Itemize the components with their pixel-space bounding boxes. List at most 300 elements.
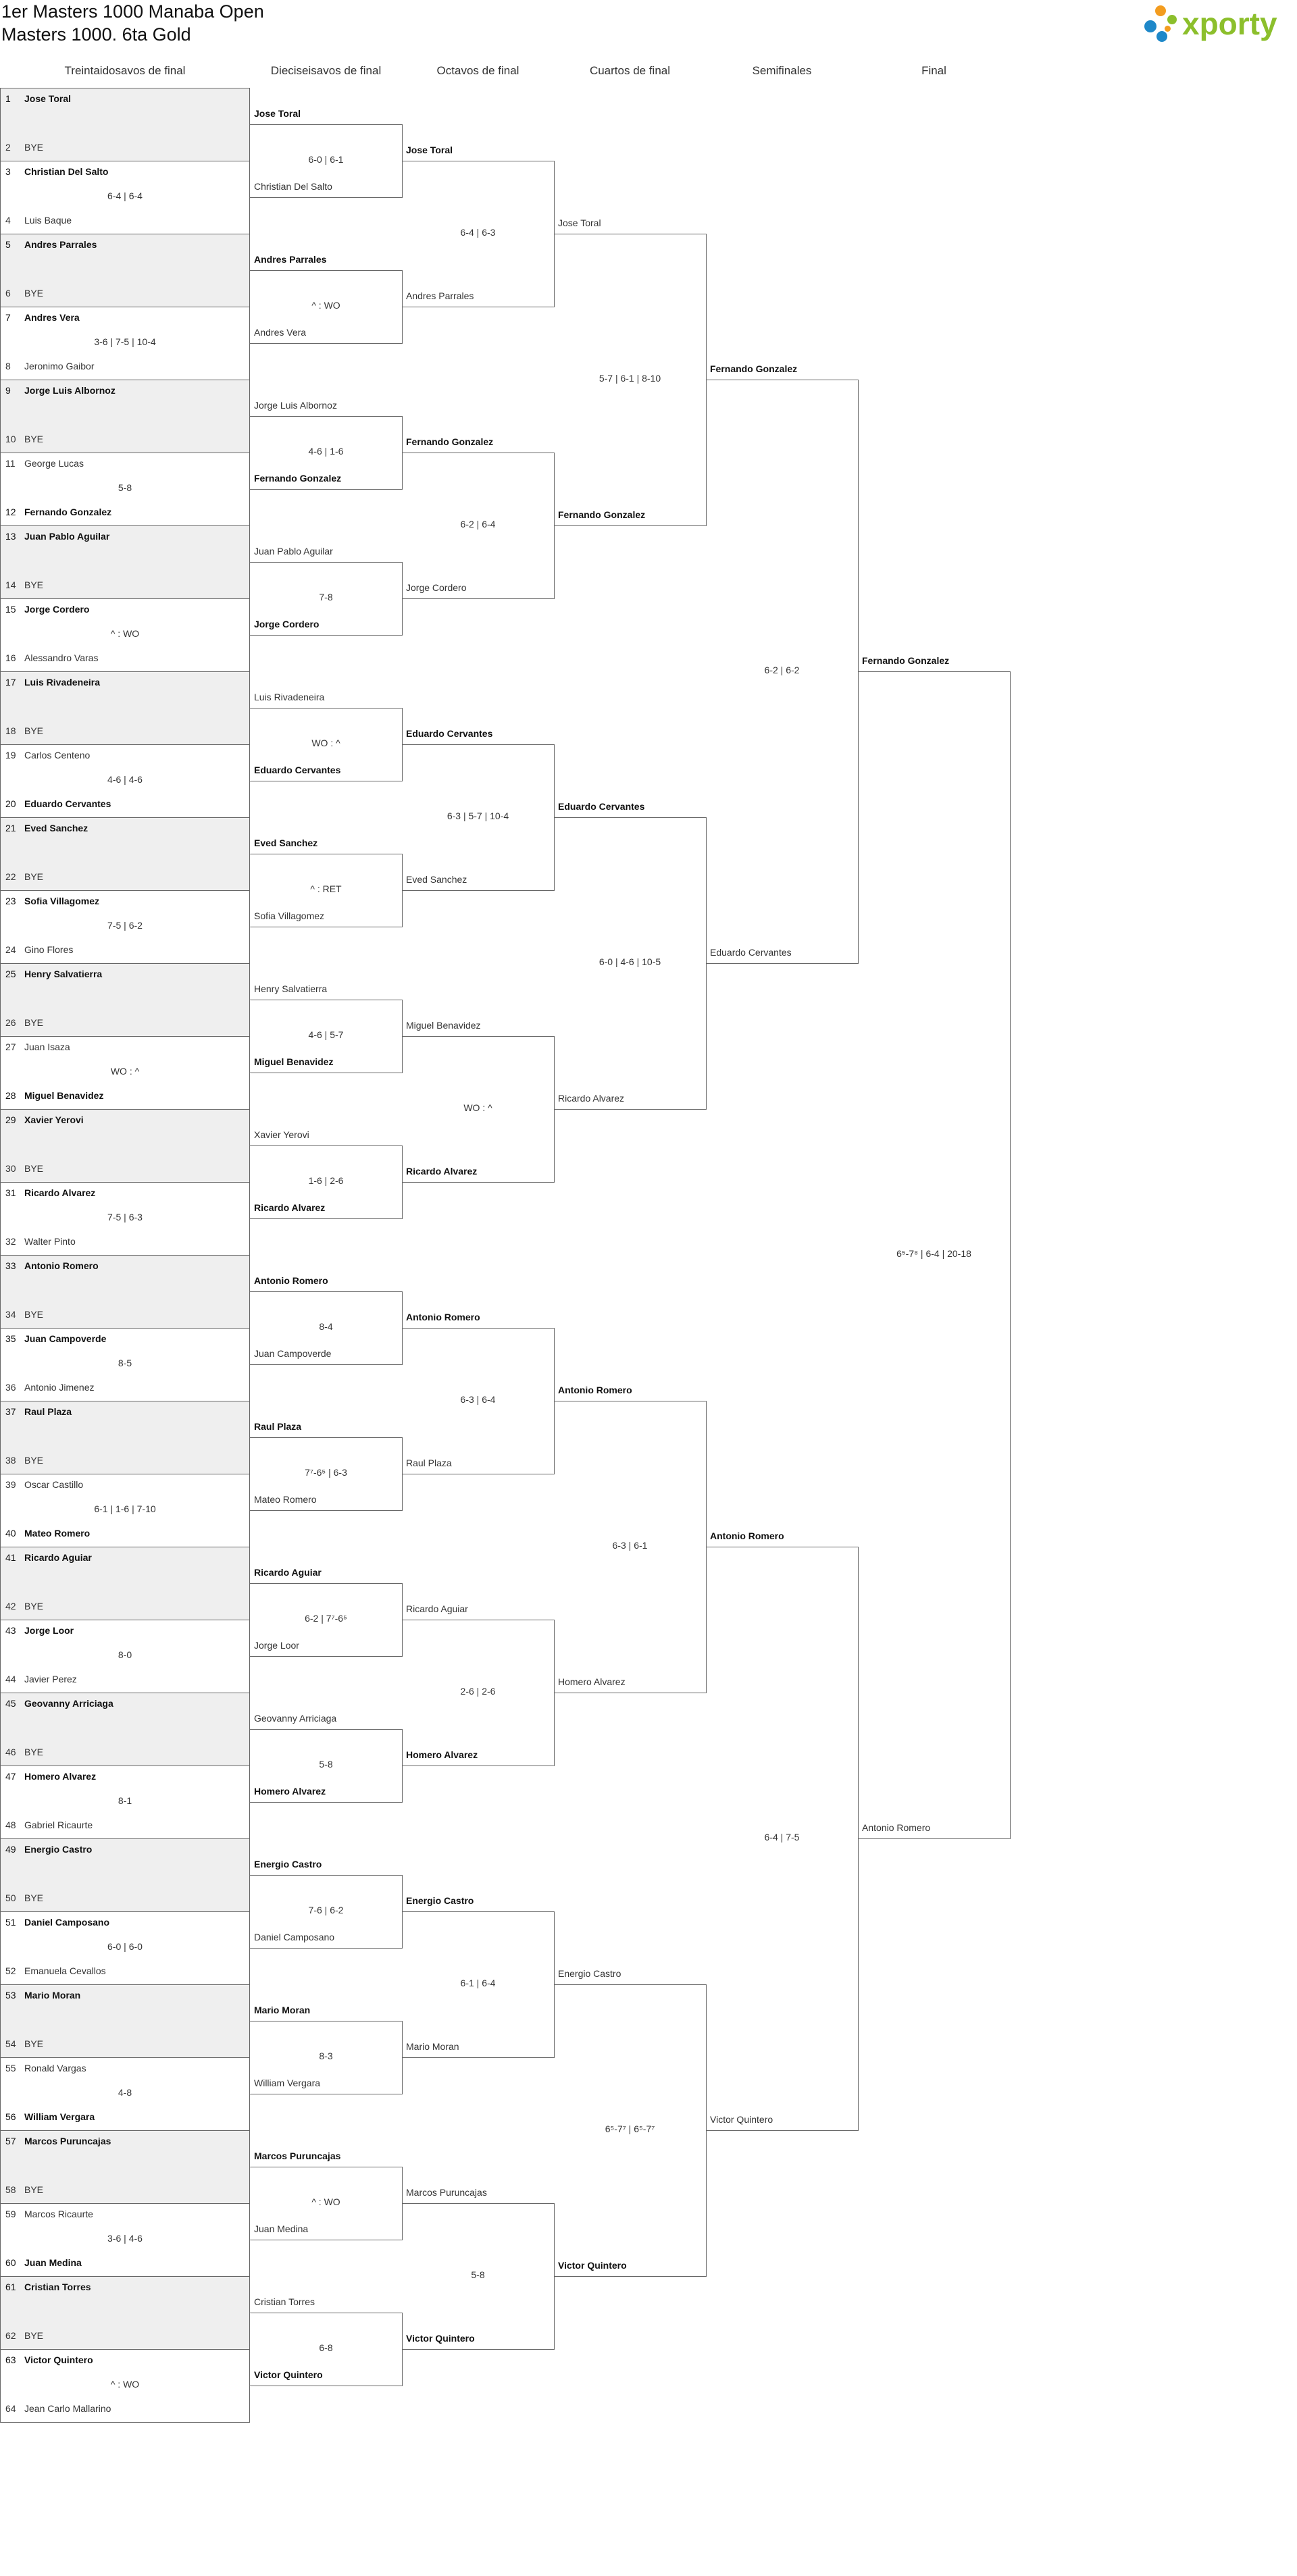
- match-score: 5-8: [471, 2269, 485, 2280]
- seed-number: 8: [5, 361, 11, 371]
- seed-number: 42: [5, 1601, 16, 1612]
- player-entry[interactable]: [5, 1844, 92, 1855]
- player-entry[interactable]: [5, 1090, 103, 1101]
- player-name: Fernando Gonzalez: [24, 507, 112, 517]
- match-score: 6-4 | 6-4: [107, 190, 143, 201]
- seed-number: 35: [5, 1333, 16, 1344]
- player-name[interactable]: Energio Castro: [406, 1895, 474, 1906]
- player-entry[interactable]: [5, 1260, 99, 1271]
- player-name: BYE: [24, 434, 44, 444]
- logo-text: xporty: [1182, 6, 1277, 41]
- seed-number: 40: [5, 1528, 16, 1539]
- player-entry[interactable]: [5, 725, 43, 736]
- player-name[interactable]: Marcos Puruncajas: [406, 2187, 487, 2198]
- player-name[interactable]: Victor Quintero: [558, 2260, 627, 2271]
- player-name: Gino Flores: [24, 944, 74, 955]
- player-entry[interactable]: [5, 458, 84, 469]
- match-score: ^ : WO: [311, 300, 340, 311]
- seed-number: 32: [5, 1236, 16, 1247]
- player-name[interactable]: Victor Quintero: [254, 2369, 323, 2380]
- player-name: Marcos Puruncajas: [24, 2136, 111, 2146]
- seed-number: 17: [5, 677, 16, 688]
- player-name: Gabriel Ricaurte: [24, 1820, 93, 1830]
- player-name[interactable]: Antonio Romero: [710, 1530, 784, 1541]
- player-name[interactable]: Ricardo Alvarez: [254, 1202, 326, 1213]
- player-entry[interactable]: [5, 677, 100, 688]
- player-name[interactable]: Antonio Romero: [406, 1312, 480, 1322]
- player-name: BYE: [24, 2184, 44, 2195]
- page-title: 1er Masters 1000 Manaba Open: [1, 1, 264, 22]
- player-name[interactable]: Eduardo Cervantes: [558, 801, 645, 812]
- player-name[interactable]: Andres Vera: [254, 327, 307, 338]
- page-subtitle: Masters 1000. 6ta Gold: [1, 24, 191, 45]
- player-name[interactable]: Andres Parrales: [406, 290, 474, 301]
- player-name[interactable]: Miguel Benavidez: [254, 1056, 334, 1067]
- player-name[interactable]: Fernando Gonzalez: [710, 363, 798, 374]
- seed-number: 30: [5, 1163, 16, 1174]
- player-entry[interactable]: [5, 1041, 70, 1052]
- player-name: George Lucas: [24, 458, 84, 469]
- seed-number: 39: [5, 1479, 16, 1490]
- player-entry[interactable]: [5, 1698, 113, 1709]
- player-name: BYE: [24, 871, 44, 882]
- player-name[interactable]: Daniel Camposano: [254, 1932, 335, 1942]
- match-score: 4-6 | 5-7: [308, 1029, 344, 1040]
- player-name: William Vergara: [24, 2111, 95, 2122]
- player-name[interactable]: Mario Moran: [406, 2041, 459, 2052]
- match-score: 6-2 | 6-2: [764, 665, 800, 675]
- player-name[interactable]: Energio Castro: [254, 1859, 322, 1870]
- player-entry[interactable]: [5, 652, 98, 663]
- player-name[interactable]: Energio Castro: [558, 1968, 621, 1979]
- player-entry[interactable]: [5, 361, 95, 371]
- player-name[interactable]: Fernando Gonzalez: [406, 436, 494, 447]
- seed-number: 54: [5, 2038, 16, 2049]
- seed-number: 20: [5, 798, 16, 809]
- player-entry[interactable]: [5, 1674, 77, 1684]
- player-name[interactable]: Marcos Puruncajas: [254, 2150, 341, 2161]
- seed-number: 38: [5, 1455, 16, 1466]
- player-entry[interactable]: [5, 507, 111, 517]
- player-name[interactable]: Eved Sanchez: [406, 874, 467, 885]
- match-score: ^ : RET: [310, 883, 342, 894]
- seed-number: 48: [5, 1820, 16, 1830]
- player-name[interactable]: Fernando Gonzalez: [254, 473, 342, 484]
- match-score: 6-3 | 5-7 | 10-4: [447, 810, 509, 821]
- player-name: Xavier Yerovi: [24, 1114, 84, 1125]
- player-name: Juan Pablo Aguilar: [24, 531, 110, 542]
- player-name[interactable]: Homero Alvarez: [406, 1749, 478, 1760]
- player-name: Victor Quintero: [24, 2354, 93, 2365]
- match-score: 6-4 | 6-3: [460, 227, 496, 238]
- player-entry[interactable]: [5, 896, 99, 906]
- player-name: Ronald Vargas: [24, 2063, 86, 2073]
- player-name: BYE: [24, 1163, 44, 1174]
- match-score: 6-2 | 7⁷-6⁵: [305, 1613, 347, 1624]
- logo-dot-icon: [1144, 20, 1156, 32]
- logo-dot-icon: [1155, 5, 1166, 16]
- player-name[interactable]: Raul Plaza: [406, 1458, 452, 1468]
- seed-number: 33: [5, 1260, 16, 1271]
- seed-number: 26: [5, 1017, 16, 1028]
- match-score: ^ : WO: [110, 628, 140, 639]
- match-score: WO : ^: [463, 1102, 492, 1113]
- player-entry[interactable]: [5, 1601, 43, 1612]
- seed-number: 23: [5, 896, 16, 906]
- player-name[interactable]: Fernando Gonzalez: [862, 655, 950, 666]
- player-name: Geovanny Arriciaga: [24, 1698, 113, 1709]
- player-name: Alessandro Varas: [24, 652, 99, 663]
- match-score: 7-5 | 6-2: [107, 920, 143, 931]
- seed-number: 46: [5, 1747, 16, 1757]
- logo-dot-icon: [1165, 26, 1171, 32]
- seed-number: 56: [5, 2111, 16, 2122]
- player-name: Christian Del Salto: [24, 166, 109, 177]
- match-score: 8-1: [118, 1795, 132, 1806]
- player-entry[interactable]: [5, 969, 102, 979]
- player-name: Jean Carlo Mallarino: [24, 2403, 111, 2414]
- match-score: 7-8: [319, 592, 333, 602]
- player-name: Andres Parrales: [24, 239, 97, 250]
- seed-number: 64: [5, 2403, 16, 2414]
- seed-number: 61: [5, 2282, 16, 2292]
- player-name: Oscar Castillo: [24, 1479, 84, 1490]
- match-score: 8-5: [118, 1358, 132, 1368]
- player-entry[interactable]: [5, 142, 43, 153]
- match-score: 6⁵-7⁸ | 6-4 | 20-18: [896, 1248, 971, 1259]
- logo-dot-icon: [1167, 15, 1177, 24]
- player-name[interactable]: Henry Salvatierra: [254, 983, 328, 994]
- seed-number: 49: [5, 1844, 16, 1855]
- player-name: Andres Vera: [24, 312, 80, 323]
- seed-number: 58: [5, 2184, 16, 2195]
- player-name[interactable]: Victor Quintero: [406, 2333, 475, 2344]
- player-name: Luis Rivadeneira: [24, 677, 101, 688]
- player-entry[interactable]: [5, 312, 80, 323]
- player-name: Daniel Camposano: [24, 1917, 110, 1928]
- match-score: 5-8: [118, 482, 132, 493]
- player-name[interactable]: Antonio Romero: [254, 1275, 328, 1286]
- player-entry[interactable]: [5, 944, 73, 955]
- player-name: Miguel Benavidez: [24, 1090, 104, 1101]
- match-score: 5-7 | 6-1 | 8-10: [599, 373, 661, 384]
- round-header: Octavos de final: [436, 64, 519, 77]
- player-entry[interactable]: [5, 166, 108, 177]
- player-entry[interactable]: [5, 93, 71, 104]
- player-name[interactable]: Fernando Gonzalez: [558, 509, 646, 520]
- seed-number: 53: [5, 1990, 16, 2001]
- player-name[interactable]: Xavier Yerovi: [254, 1129, 309, 1140]
- player-name[interactable]: Jorge Cordero: [406, 582, 467, 593]
- match-score: 4-6 | 4-6: [107, 774, 143, 785]
- player-entry[interactable]: [5, 1965, 106, 1976]
- match-score: 6-1 | 6-4: [460, 1978, 496, 1988]
- player-name: Raul Plaza: [24, 1406, 72, 1417]
- player-entry[interactable]: [5, 823, 88, 833]
- player-name[interactable]: Christian Del Salto: [254, 181, 332, 192]
- seed-number: 10: [5, 434, 16, 444]
- player-name: Juan Medina: [24, 2257, 82, 2268]
- player-name: Mario Moran: [24, 1990, 81, 2001]
- match-score: 2-6 | 2-6: [460, 1686, 496, 1697]
- seed-number: 51: [5, 1917, 16, 1928]
- player-name[interactable]: Juan Pablo Aguilar: [254, 546, 333, 557]
- player-name[interactable]: Jorge Loor: [254, 1640, 299, 1651]
- player-entry[interactable]: [5, 1990, 80, 2001]
- player-entry[interactable]: [5, 1163, 43, 1174]
- player-entry[interactable]: [5, 1917, 109, 1928]
- seed-number: 62: [5, 2330, 16, 2341]
- player-name: Ricardo Alvarez: [24, 1187, 96, 1198]
- player-entry[interactable]: [5, 1625, 74, 1636]
- player-name[interactable]: Eved Sanchez: [254, 838, 318, 848]
- seed-number: 18: [5, 725, 16, 736]
- player-name[interactable]: Ricardo Aguiar: [406, 1603, 468, 1614]
- player-name[interactable]: Antonio Romero: [558, 1385, 632, 1395]
- player-entry[interactable]: [5, 2111, 95, 2122]
- player-name: Henry Salvatierra: [24, 969, 103, 979]
- player-name[interactable]: Antonio Romero: [862, 1822, 931, 1833]
- player-entry[interactable]: [5, 385, 116, 396]
- player-name[interactable]: Homero Alvarez: [254, 1786, 326, 1797]
- xporty-logo[interactable]: [1140, 3, 1290, 46]
- seed-number: 50: [5, 1892, 16, 1903]
- player-entry[interactable]: [5, 2403, 111, 2414]
- player-name[interactable]: Jose Toral: [558, 217, 601, 228]
- seed-number: 34: [5, 1309, 16, 1320]
- player-entry[interactable]: [5, 604, 89, 615]
- player-entry[interactable]: [5, 1455, 43, 1466]
- player-name[interactable]: Ricardo Aguiar: [254, 1567, 322, 1578]
- round-header: Semifinales: [752, 64, 812, 77]
- seed-number: 9: [5, 385, 11, 396]
- seed-number: 14: [5, 579, 16, 590]
- player-name[interactable]: Andres Parrales: [254, 254, 327, 265]
- player-entry[interactable]: [5, 1820, 93, 1830]
- player-name: BYE: [24, 1747, 44, 1757]
- seed-number: 5: [5, 239, 11, 250]
- player-name[interactable]: Mateo Romero: [254, 1494, 317, 1505]
- seed-number: 41: [5, 1552, 16, 1563]
- player-name: Juan Isaza: [24, 1041, 70, 1052]
- player-name: Jorge Cordero: [24, 604, 90, 615]
- player-name[interactable]: Jose Toral: [254, 108, 301, 119]
- seed-number: 63: [5, 2354, 16, 2365]
- player-name[interactable]: Ricardo Alvarez: [406, 1166, 478, 1177]
- player-name[interactable]: Miguel Benavidez: [406, 1020, 481, 1031]
- player-name: Jeronimo Gaibor: [24, 361, 95, 371]
- player-entry[interactable]: [5, 1747, 43, 1757]
- player-name[interactable]: Ricardo Alvarez: [558, 1093, 625, 1104]
- player-entry[interactable]: [5, 239, 97, 250]
- player-name[interactable]: Jose Toral: [406, 145, 453, 155]
- player-name[interactable]: Eduardo Cervantes: [710, 947, 792, 958]
- player-entry[interactable]: [5, 531, 109, 542]
- seed-number: 27: [5, 1041, 16, 1052]
- player-name: Eduardo Cervantes: [24, 798, 111, 809]
- match-score: 6-1 | 1-6 | 7-10: [94, 1503, 156, 1514]
- match-score: 6-4 | 7-5: [764, 1832, 800, 1843]
- match-score: 6-8: [319, 2342, 333, 2353]
- round-header: Treintaidosavos de final: [64, 64, 186, 77]
- player-name[interactable]: Cristian Torres: [254, 2296, 315, 2307]
- player-entry[interactable]: [5, 750, 90, 761]
- player-entry[interactable]: [5, 215, 72, 226]
- seed-number: 60: [5, 2257, 16, 2268]
- player-entry[interactable]: [5, 2209, 93, 2219]
- player-name: Antonio Romero: [24, 1260, 99, 1271]
- player-name: BYE: [24, 288, 44, 299]
- round-header: Final: [921, 64, 946, 77]
- seed-number: 4: [5, 215, 11, 226]
- seed-number: 28: [5, 1090, 16, 1101]
- player-entry[interactable]: [5, 2354, 93, 2365]
- match-score: 4-8: [118, 2087, 132, 2098]
- player-name: Luis Baque: [24, 215, 72, 226]
- seed-number: 57: [5, 2136, 16, 2146]
- player-name: Homero Alvarez: [24, 1771, 97, 1782]
- player-entry[interactable]: [5, 1552, 92, 1563]
- seed-number: 59: [5, 2209, 16, 2219]
- player-name: BYE: [24, 1017, 44, 1028]
- player-name: Jose Toral: [24, 93, 71, 104]
- player-entry[interactable]: [5, 1528, 90, 1539]
- player-entry[interactable]: [5, 2038, 43, 2049]
- player-name[interactable]: Geovanny Arriciaga: [254, 1713, 337, 1724]
- seed-number: 21: [5, 823, 16, 833]
- player-name: Emanuela Cevallos: [24, 1965, 106, 1976]
- seed-number: 16: [5, 652, 16, 663]
- player-name: Eved Sanchez: [24, 823, 88, 833]
- seed-number: 19: [5, 750, 16, 761]
- seed-number: 37: [5, 1406, 16, 1417]
- player-entry[interactable]: [5, 1236, 76, 1247]
- player-name: Energio Castro: [24, 1844, 93, 1855]
- player-name[interactable]: Eduardo Cervantes: [254, 765, 341, 775]
- player-name[interactable]: Sofia Villagomez: [254, 910, 325, 921]
- player-name: Walter Pinto: [24, 1236, 76, 1247]
- seed-number: 13: [5, 531, 16, 542]
- match-score: 8-0: [118, 1649, 132, 1660]
- match-score: 3-6 | 4-6: [107, 2233, 143, 2244]
- player-name[interactable]: Raul Plaza: [254, 1421, 302, 1432]
- seed-number: 31: [5, 1187, 16, 1198]
- player-name[interactable]: Mario Moran: [254, 2005, 311, 2015]
- player-entry[interactable]: [5, 288, 43, 299]
- player-name: BYE: [24, 2330, 44, 2341]
- player-name[interactable]: Luis Rivadeneira: [254, 692, 325, 702]
- player-name: Juan Campoverde: [24, 1333, 107, 1344]
- player-name[interactable]: William Vergara: [254, 2078, 321, 2088]
- player-entry[interactable]: [5, 2063, 86, 2073]
- match-score: ^ : WO: [311, 2196, 340, 2207]
- seed-number: 45: [5, 1698, 16, 1709]
- player-name: BYE: [24, 1455, 44, 1466]
- seed-number: 1: [5, 93, 11, 104]
- seed-number: 43: [5, 1625, 16, 1636]
- match-score: 8-3: [319, 2051, 333, 2061]
- player-name: Javier Perez: [24, 1674, 77, 1684]
- player-entry[interactable]: [5, 2282, 91, 2292]
- seed-number: 36: [5, 1382, 16, 1393]
- round-header: Dieciseisavos de final: [270, 64, 382, 77]
- seed-number: 2: [5, 142, 11, 153]
- player-entry[interactable]: [5, 1333, 106, 1344]
- match-score: WO : ^: [311, 738, 340, 748]
- player-name: BYE: [24, 2038, 44, 2049]
- match-score: 6⁵-7⁷ | 6⁵-7⁷: [605, 2123, 655, 2134]
- player-entry[interactable]: [5, 1479, 83, 1490]
- match-score: 6-3 | 6-4: [460, 1394, 496, 1405]
- seed-number: 22: [5, 871, 16, 882]
- player-entry[interactable]: [5, 1892, 43, 1903]
- match-score: ^ : WO: [110, 2379, 140, 2390]
- seed-number: 47: [5, 1771, 16, 1782]
- seed-number: 3: [5, 166, 11, 177]
- seed-number: 11: [5, 458, 16, 469]
- player-name: BYE: [24, 1892, 44, 1903]
- player-entry[interactable]: [5, 798, 111, 809]
- player-entry[interactable]: [5, 2184, 43, 2195]
- player-name: BYE: [24, 725, 44, 736]
- player-name: Sofia Villagomez: [24, 896, 99, 906]
- seed-number: 25: [5, 969, 16, 979]
- match-score: 5-8: [319, 1759, 333, 1770]
- match-score: 7⁷-6⁵ | 6-3: [305, 1467, 347, 1478]
- match-score: 4-6 | 1-6: [308, 446, 344, 457]
- player-name[interactable]: Jorge Cordero: [254, 619, 320, 629]
- player-name[interactable]: Juan Campoverde: [254, 1348, 332, 1359]
- seed-number: 6: [5, 288, 11, 299]
- player-name: Ricardo Aguiar: [24, 1552, 92, 1563]
- seed-number: 7: [5, 312, 11, 323]
- player-entry[interactable]: [5, 1017, 43, 1028]
- player-entry[interactable]: [5, 434, 43, 444]
- logo-dot-icon: [1156, 31, 1167, 42]
- seed-number: 44: [5, 1674, 16, 1684]
- player-name[interactable]: Jorge Luis Albornoz: [254, 400, 337, 411]
- seed-number: 55: [5, 2063, 16, 2073]
- player-entry[interactable]: [5, 1114, 84, 1125]
- player-name[interactable]: Victor Quintero: [710, 2114, 773, 2125]
- seed-number: 12: [5, 507, 16, 517]
- player-entry[interactable]: [5, 579, 43, 590]
- player-name[interactable]: Homero Alvarez: [558, 1676, 626, 1687]
- match-score: 3-6 | 7-5 | 10-4: [94, 336, 156, 347]
- player-name: Marcos Ricaurte: [24, 2209, 93, 2219]
- round-header: Cuartos de final: [589, 64, 671, 77]
- player-entry[interactable]: [5, 2136, 111, 2146]
- player-name: BYE: [24, 1309, 44, 1320]
- player-name[interactable]: Juan Medina: [254, 2223, 309, 2234]
- seed-number: 24: [5, 944, 16, 955]
- player-entry[interactable]: [5, 1187, 95, 1198]
- player-entry[interactable]: [5, 2330, 43, 2341]
- player-name[interactable]: Eduardo Cervantes: [406, 728, 493, 739]
- match-score: 8-4: [319, 1321, 333, 1332]
- player-name: BYE: [24, 1601, 44, 1612]
- player-name: BYE: [24, 142, 44, 153]
- match-score: WO : ^: [110, 1066, 140, 1077]
- player-entry[interactable]: [5, 871, 43, 882]
- player-entry[interactable]: [5, 1382, 95, 1393]
- player-entry[interactable]: [5, 1309, 43, 1320]
- player-name: Jorge Luis Albornoz: [24, 385, 116, 396]
- player-name: Mateo Romero: [24, 1528, 91, 1539]
- player-entry[interactable]: [5, 2257, 82, 2268]
- player-entry[interactable]: [5, 1771, 96, 1782]
- player-entry[interactable]: [5, 1406, 72, 1417]
